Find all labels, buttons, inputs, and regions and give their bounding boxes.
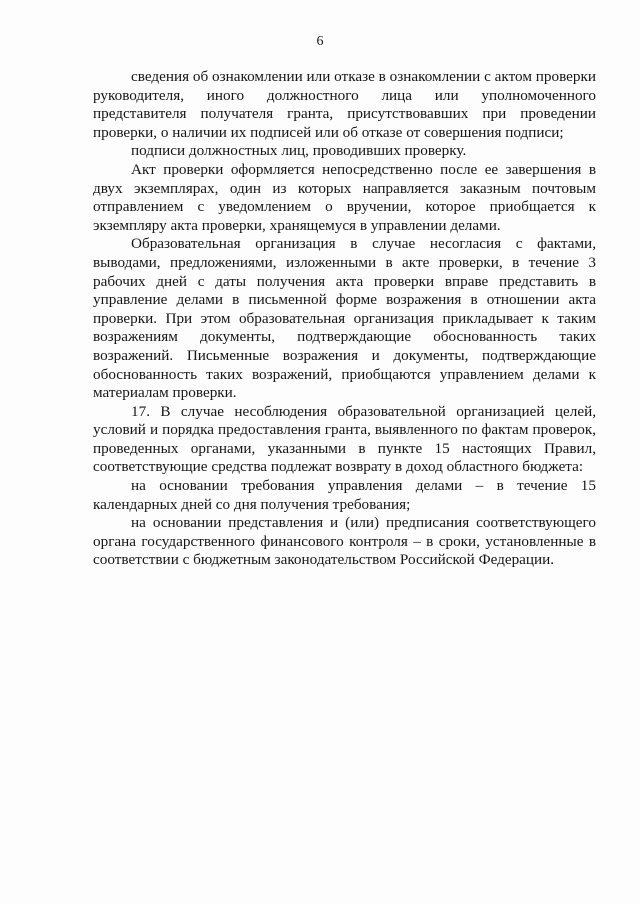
page-number: 6: [316, 34, 324, 49]
paragraph-inspection-acquaintance: сведения об ознакомлении или отказе в ознакомлении с актом проверки руководителя, иного должностного лица или уполномоченного представителя получателя гранта, присутствовавших при проведении проверки, о наличии их подписей или об отказе от совершения подписи;: [93, 68, 596, 141]
paragraph-act-execution: Акт проверки оформляется непосредственно после ее завершения в двух экземплярах, один из которых направляется заказным почтовым отправлением с уведомлением о вручении, которое приобщается к экземпляру акта проверки, хранящемуся в управлении делами.: [93, 160, 596, 234]
paragraph-item-17: 17. В случае несоблюдения образовательной организацией целей, условий и порядка предоставления гранта, выявленного по фактам проверок, проведенных органами, указанными в пункте 15 настоящих Правил, соответствующие средства подлежат возврату в доход областного бюджета:: [93, 402, 596, 476]
paragraph-demand-deadline: на основании требования управления делами – в течение 15 календарных дней со дня получения требования;: [93, 477, 596, 513]
paragraph-officials-signatures: подписи должностных лиц, проводивших проверку.: [131, 142, 467, 160]
document-body: [93, 68, 596, 570]
paragraph-financial-control: на основании представления и (или) предписания соответствующего органа государственного финансового контроля – в сроки, установленные в соответствии с бюджетным законодательством Российской Федерации.: [93, 514, 596, 569]
paragraph-objections: Образовательная организация в случае несогласия с фактами, выводами, предложениями, изложенными в акте проверки, в течение 3 рабочих дней с даты получения акта проверки вправе представить в управление делами в письменной форме возражения в отношении акта проверки. При этом образовательная организация прикладывает к таким возражениям документы, подтверждающие обоснованность таких возражений. Письменные возражения и документы, подтверждающие обоснованность таких возражений, приобщаются управлением делами к материалам проверки.: [93, 235, 596, 402]
